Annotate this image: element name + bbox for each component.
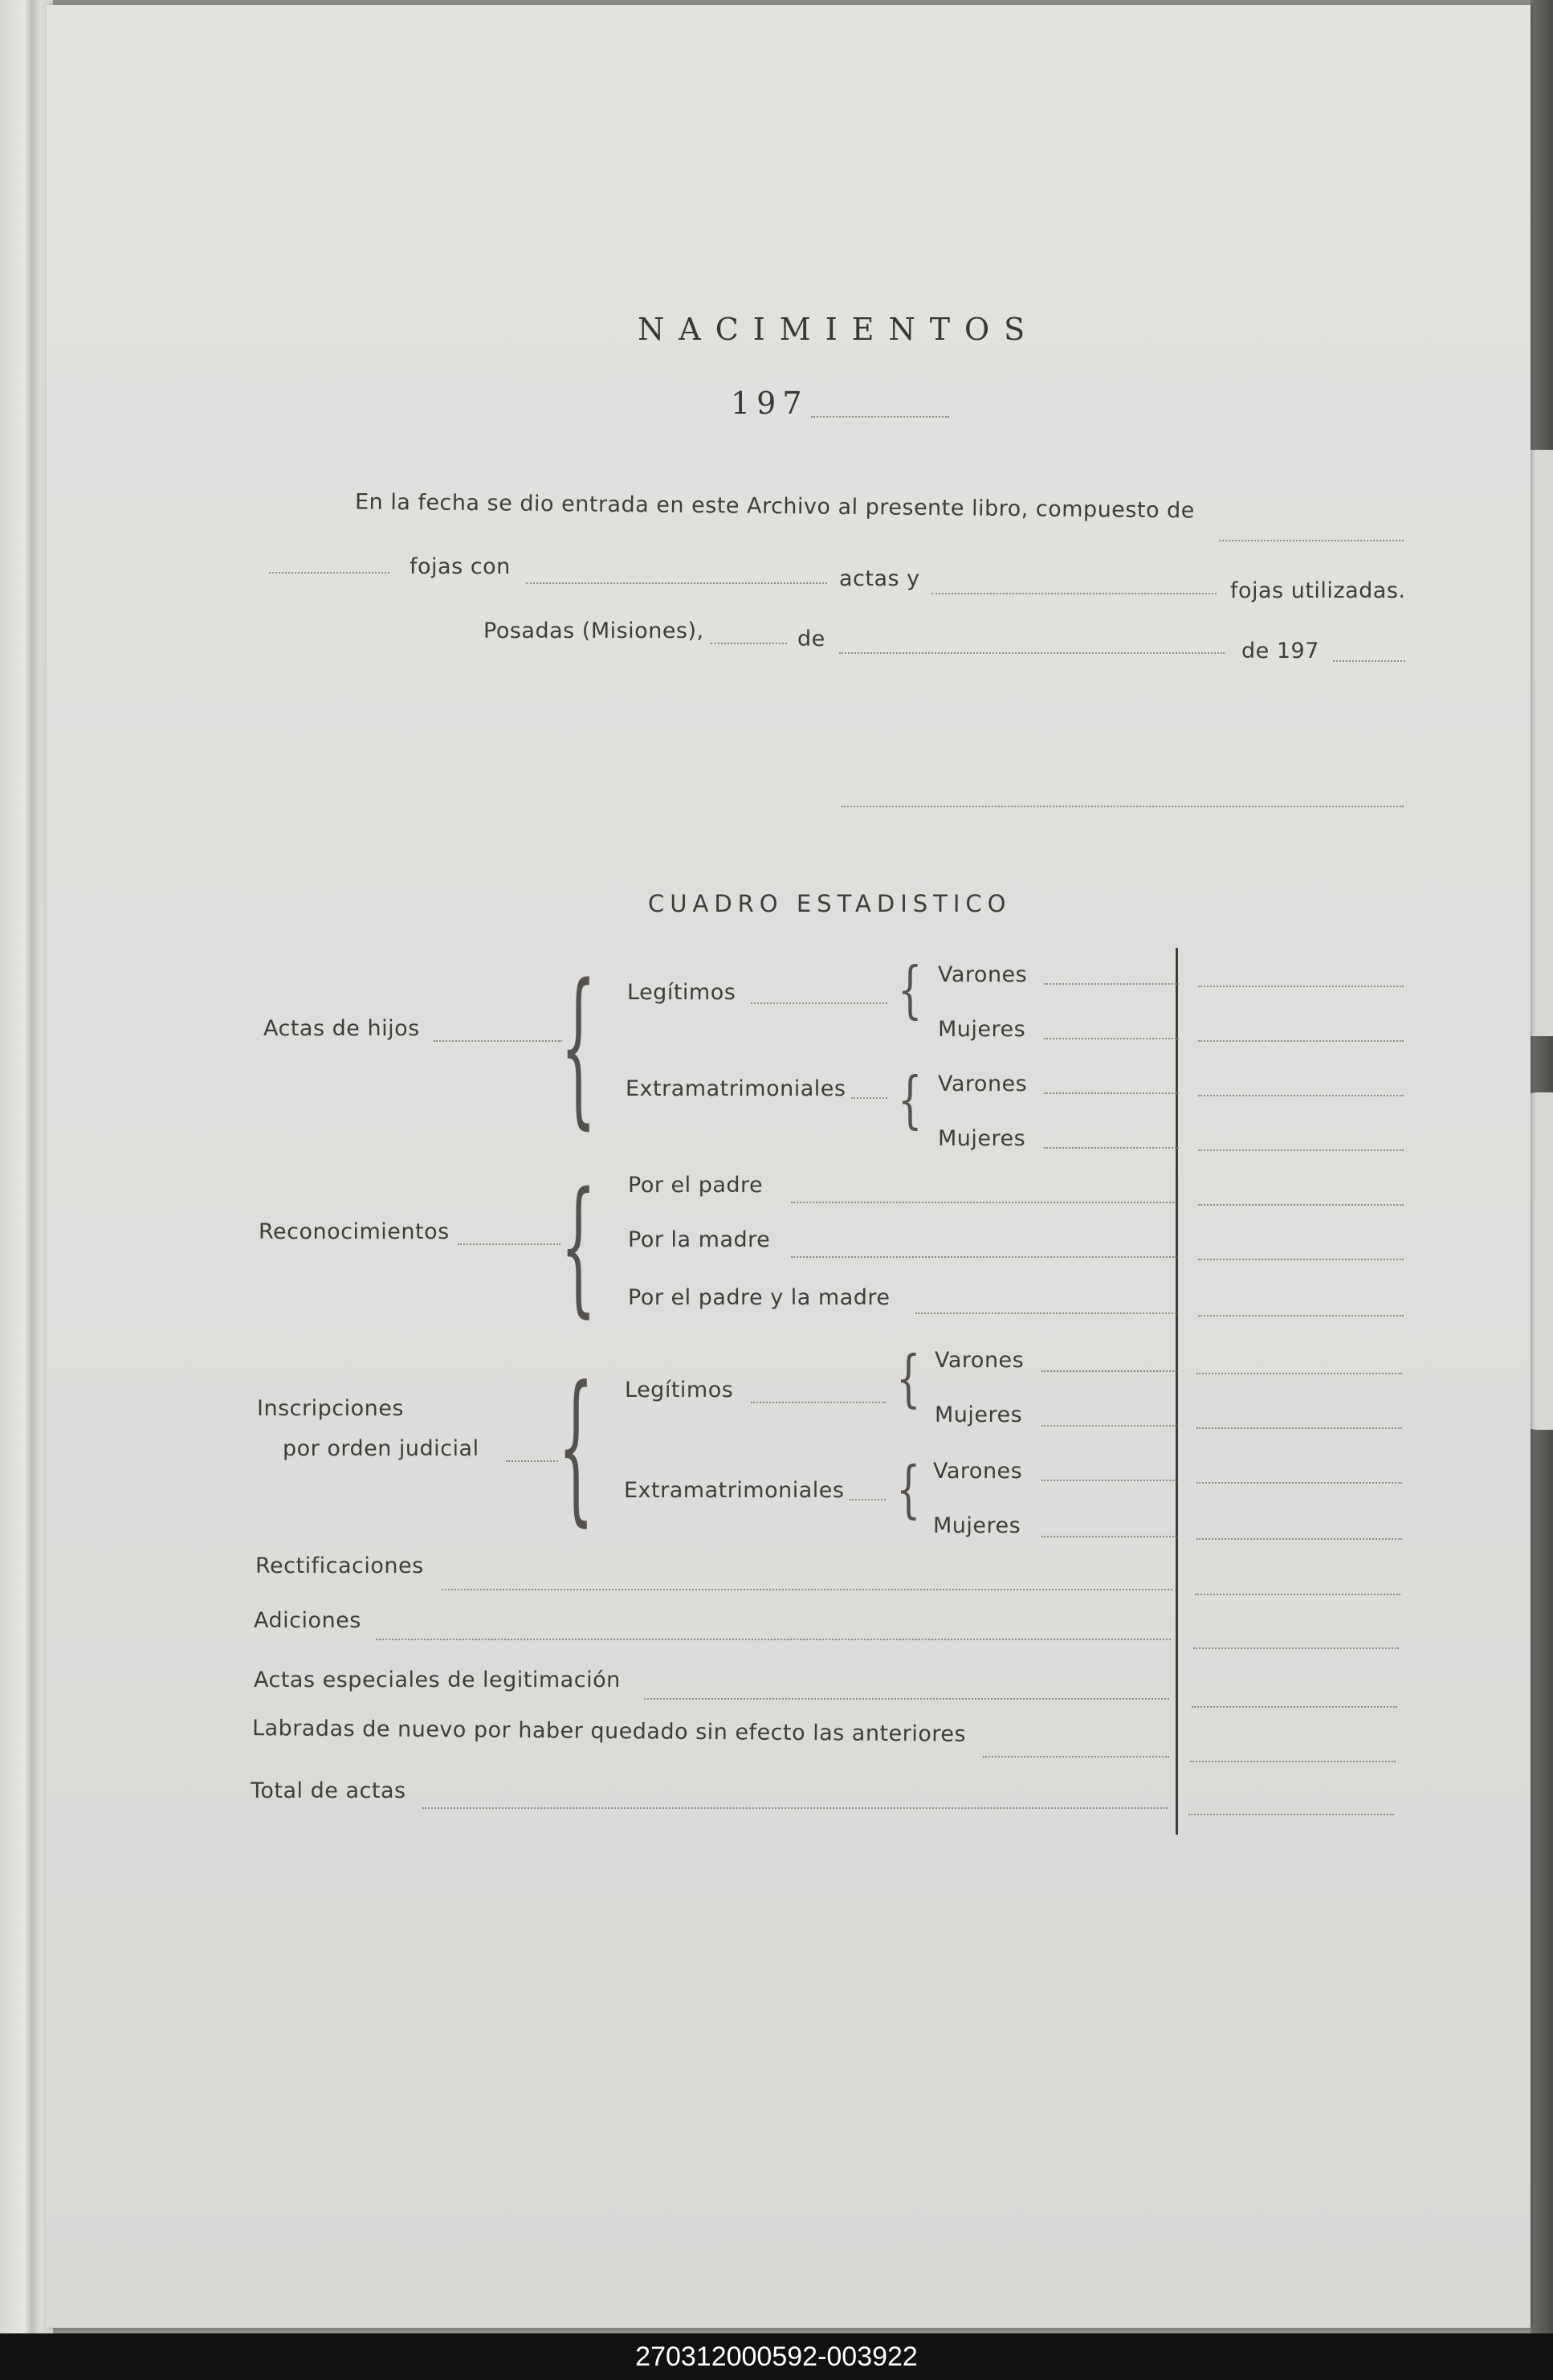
por-el-padre-dots <box>791 1202 1176 1203</box>
actas-especiales-value[interactable] <box>1192 1706 1397 1708</box>
rectificaciones-value[interactable] <box>1195 1594 1400 1595</box>
varones-value-1[interactable] <box>1198 986 1404 987</box>
mujeres-value-2[interactable] <box>1198 1149 1404 1151</box>
extramatrimoniales-label: Extramatrimoniales <box>626 1076 846 1101</box>
varones-dots-4 <box>1041 1480 1176 1481</box>
fojas-blank[interactable] <box>269 572 389 574</box>
varones-label: Varones <box>938 962 1028 987</box>
por-ambos-label: Por el padre y la madre <box>628 1285 891 1310</box>
actas-especiales-dots <box>644 1698 1169 1700</box>
adiciones-label: Adiciones <box>254 1608 361 1633</box>
legitimos-dots-2 <box>751 1402 886 1403</box>
reconocimientos-brace: { <box>560 1161 597 1333</box>
legitimos-dots <box>751 1002 887 1004</box>
inscripciones-brace: { <box>558 1351 594 1542</box>
varones-dots-2 <box>1044 1092 1179 1094</box>
extramatrimoniales-dots <box>851 1097 887 1099</box>
intro-text: En la fecha se dio entrada en este Archivo al presente libro, compuesto de <box>354 489 1196 524</box>
footer-id: 270312000592-003922 <box>0 2333 1553 2380</box>
por-ambos-value[interactable] <box>1198 1315 1404 1317</box>
fojas-utilizadas-blank[interactable] <box>931 593 1217 594</box>
mujeres-label: Mujeres <box>935 1402 1023 1427</box>
labradas-value[interactable] <box>1190 1761 1396 1762</box>
total-label: Total de actas <box>251 1778 406 1803</box>
actas-de-hijos-brace: { <box>560 948 597 1145</box>
book-spine-edge <box>0 0 53 2333</box>
day-blank[interactable] <box>711 643 787 644</box>
posadas-label: Posadas (Misiones), <box>483 618 704 643</box>
total-value[interactable] <box>1188 1814 1394 1815</box>
varones-value-4[interactable] <box>1196 1482 1402 1484</box>
year-end-blank[interactable] <box>1333 660 1405 662</box>
inscripciones-label: Inscripciones <box>257 1396 404 1421</box>
extramatrimoniales-label: Extramatrimoniales <box>624 1478 845 1503</box>
year-label: 197 <box>731 386 809 421</box>
varones-label: Varones <box>938 1072 1028 1096</box>
varones-value-2[interactable] <box>1198 1095 1404 1096</box>
fojas-total-blank[interactable] <box>1219 540 1404 541</box>
column-divider <box>1176 948 1178 1835</box>
varones-value-3[interactable] <box>1196 1373 1402 1374</box>
orden-judicial-dots <box>506 1460 558 1462</box>
de-label: de <box>797 627 825 651</box>
por-el-padre-value[interactable] <box>1198 1204 1404 1206</box>
adiciones-dots <box>376 1639 1171 1640</box>
mujeres-dots-1 <box>1044 1038 1179 1039</box>
year-blank[interactable] <box>811 416 949 418</box>
fojas-con-label: fojas con <box>410 554 511 579</box>
actas-y-label: actas y <box>839 566 920 591</box>
actas-de-hijos-dots <box>434 1040 562 1042</box>
reconocimientos-dots <box>458 1243 560 1245</box>
legitimos-brace-2: { <box>896 1343 921 1415</box>
actas-especiales-label: Actas especiales de legitimación <box>254 1668 621 1692</box>
actas-de-hijos-label: Actas de hijos <box>263 1016 420 1041</box>
legitimos-brace: { <box>898 954 923 1027</box>
por-la-madre-label: Por la madre <box>628 1227 771 1252</box>
mujeres-dots-4 <box>1041 1536 1176 1537</box>
fojas-utilizadas-label: fojas utilizadas. <box>1230 578 1406 603</box>
por-ambos-dots <box>915 1312 1176 1314</box>
varones-label: Varones <box>935 1348 1025 1373</box>
stats-title: CUADRO ESTADISTICO <box>648 890 1012 917</box>
total-dots <box>422 1807 1168 1809</box>
mujeres-label: Mujeres <box>938 1017 1026 1042</box>
por-el-padre-label: Por el padre <box>628 1173 764 1198</box>
de-197-label: de 197 <box>1241 639 1319 663</box>
legitimos-label: Legítimos <box>627 980 736 1005</box>
mujeres-label: Mujeres <box>938 1126 1026 1151</box>
extramatrimoniales-dots-2 <box>850 1499 886 1500</box>
document-page <box>47 5 1531 2328</box>
mujeres-value-4[interactable] <box>1196 1538 1402 1540</box>
extramatrimoniales-brace-2: { <box>896 1454 921 1526</box>
adiciones-value[interactable] <box>1193 1647 1399 1649</box>
por-la-madre-dots <box>791 1256 1176 1258</box>
page-title: NACIMIENTOS <box>638 312 1040 347</box>
varones-label: Varones <box>933 1459 1023 1484</box>
rectificaciones-label: Rectificaciones <box>255 1553 424 1578</box>
por-orden-judicial-label: por orden judicial <box>283 1436 479 1461</box>
mujeres-value-1[interactable] <box>1198 1040 1404 1042</box>
varones-dots-1 <box>1044 983 1179 985</box>
actas-blank[interactable] <box>526 582 827 584</box>
signature-line[interactable] <box>842 806 1404 807</box>
reconocimientos-label: Reconocimientos <box>259 1219 450 1244</box>
labradas-label: Labradas de nuevo por haber quedado sin efecto las anteriores <box>251 1716 967 1747</box>
labradas-dots <box>983 1756 1169 1757</box>
mujeres-dots-3 <box>1041 1425 1176 1427</box>
mujeres-label: Mujeres <box>933 1513 1021 1538</box>
legitimos-label: Legítimos <box>625 1378 734 1402</box>
mujeres-value-3[interactable] <box>1196 1427 1402 1429</box>
extramatrimoniales-brace: { <box>898 1064 923 1137</box>
month-blank[interactable] <box>839 652 1225 654</box>
por-la-madre-value[interactable] <box>1198 1259 1404 1260</box>
rectificaciones-dots <box>442 1589 1172 1590</box>
varones-dots-3 <box>1041 1370 1176 1372</box>
mujeres-dots-2 <box>1044 1147 1179 1149</box>
